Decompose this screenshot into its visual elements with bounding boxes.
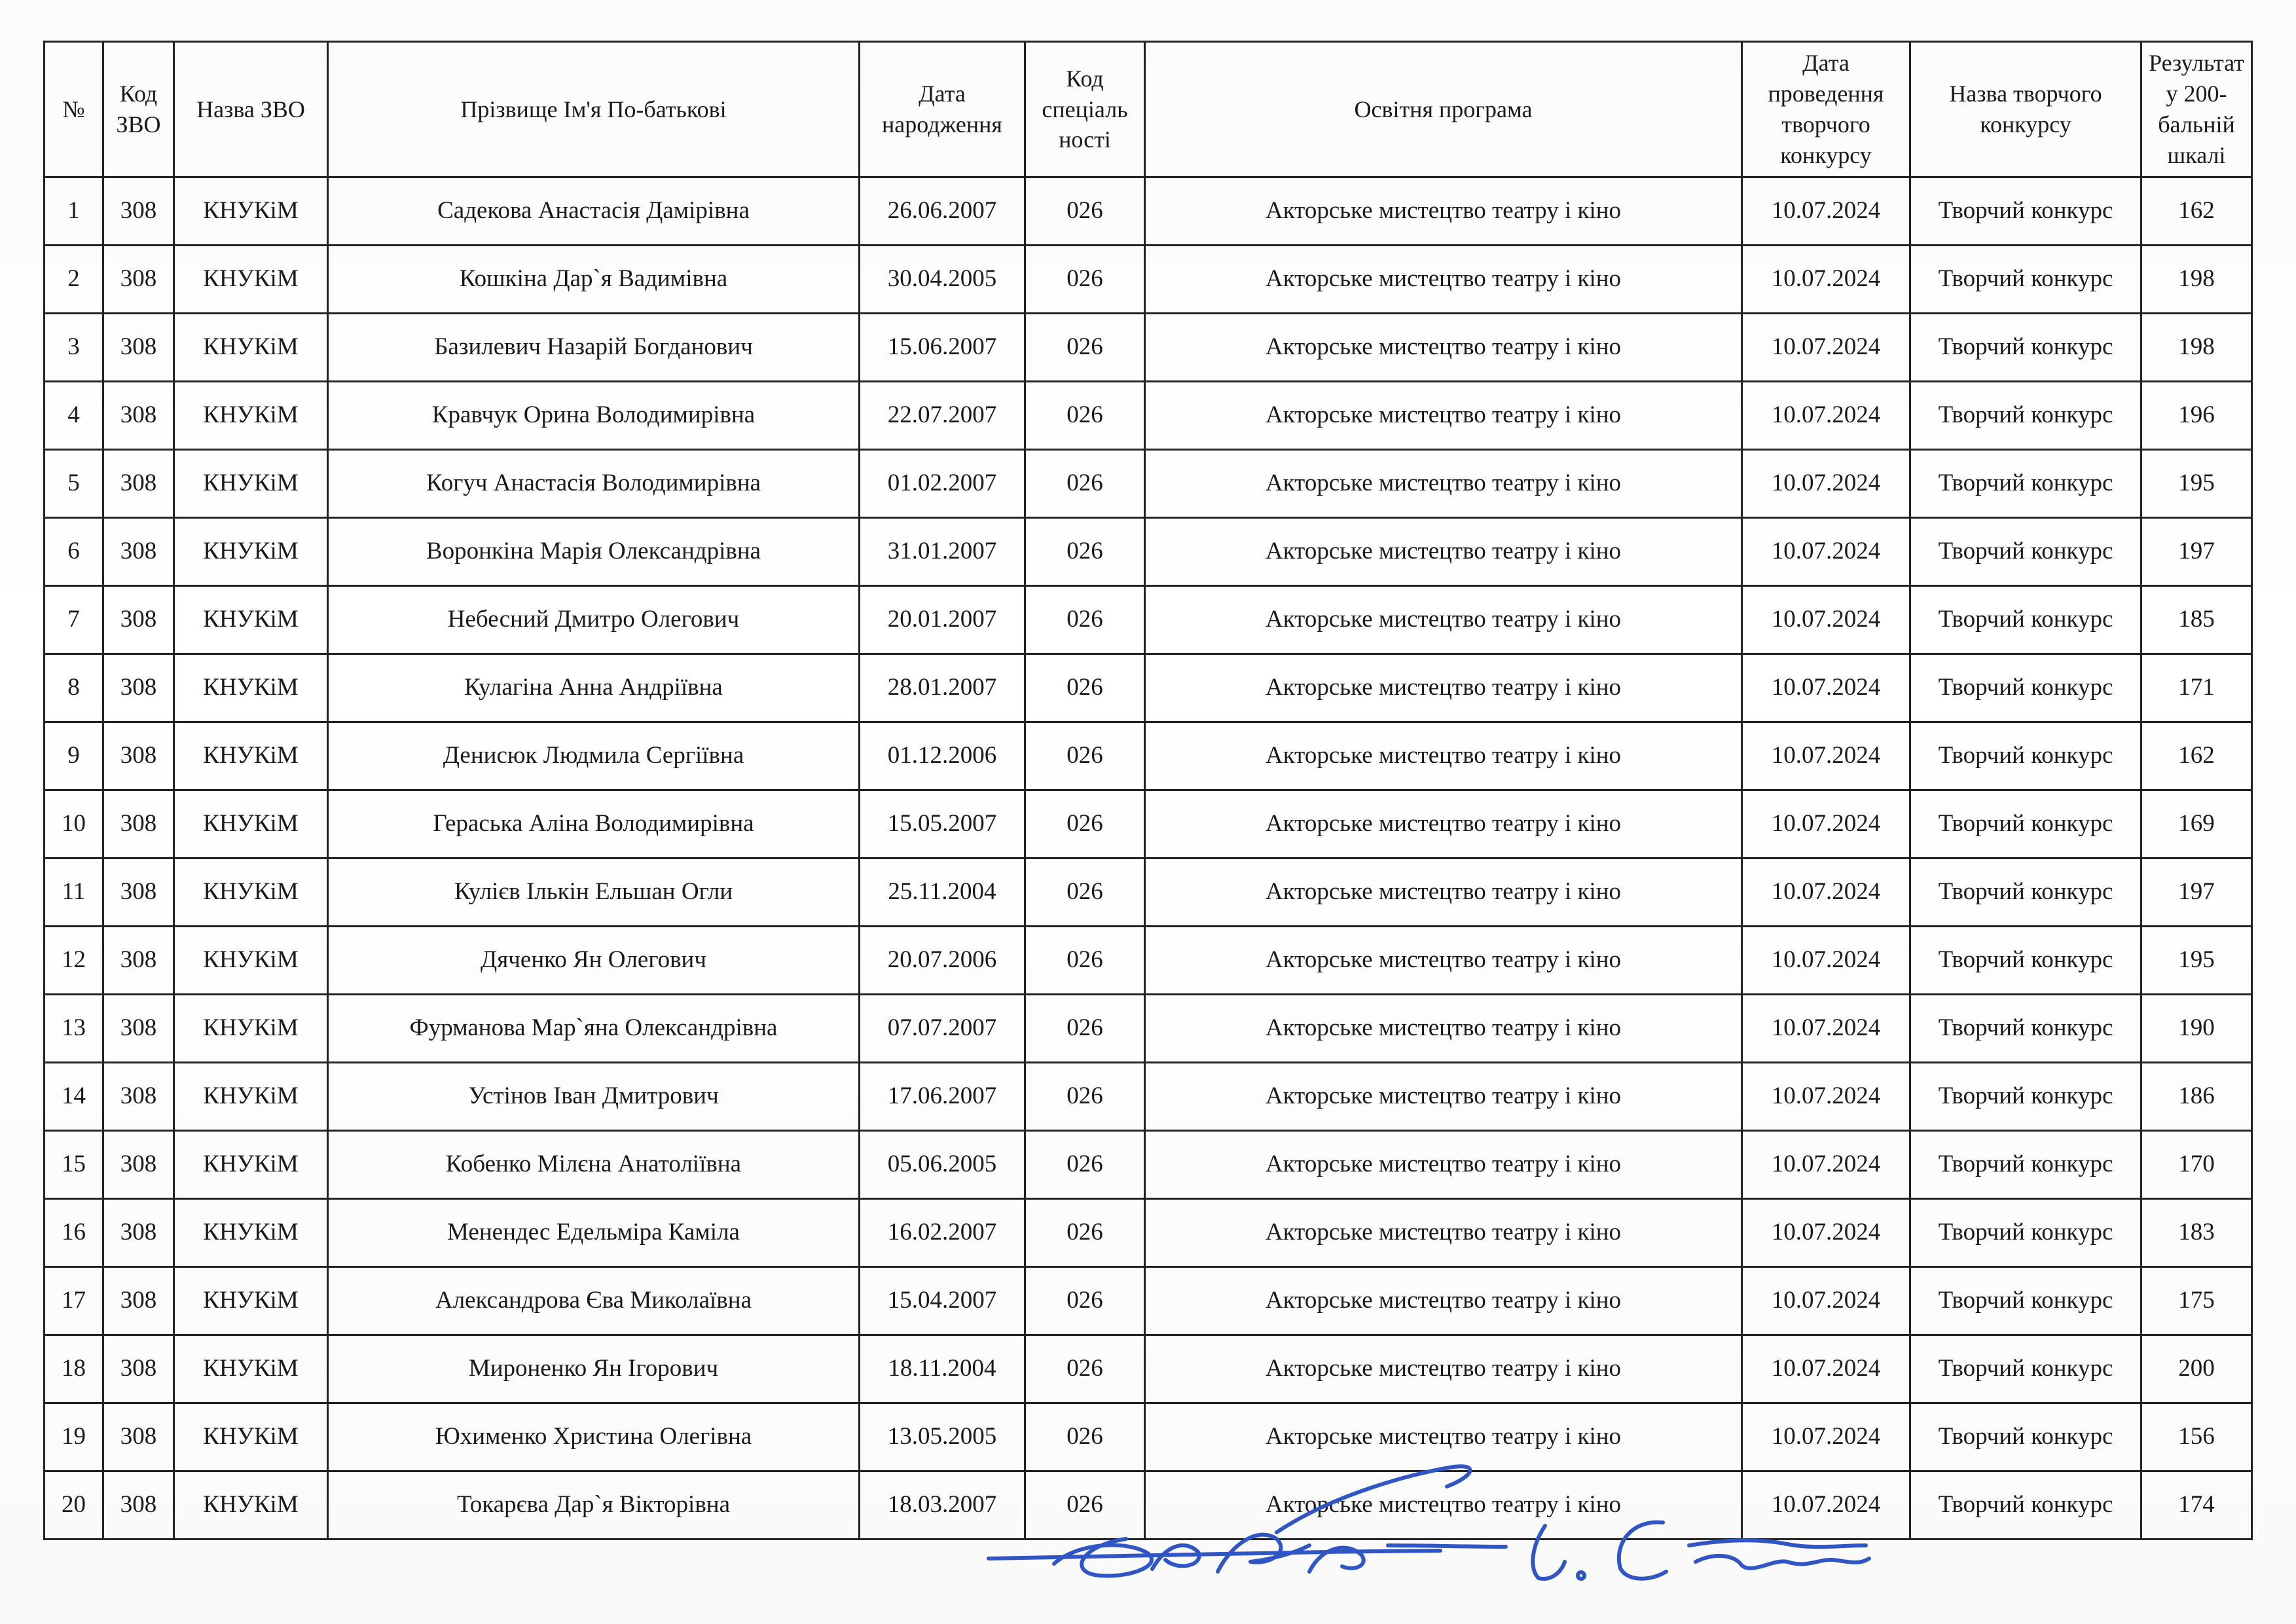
cell-spec-code: 026 (1025, 314, 1145, 382)
cell-contest-name: Творчий конкурс (1910, 518, 2141, 586)
cell-contest-date: 10.07.2024 (1742, 1403, 1910, 1471)
cell-birth-date: 25.11.2004 (860, 858, 1025, 927)
cell-birth-date: 26.06.2007 (860, 177, 1025, 246)
cell-contest-date: 10.07.2024 (1742, 382, 1910, 450)
cell-zvo-code: 308 (103, 518, 174, 586)
cell-full-name: Базилевич Назарій Богданович (328, 314, 860, 382)
cell-result: 174 (2141, 1471, 2252, 1540)
cell-birth-date: 20.07.2006 (860, 927, 1025, 995)
cell-zvo-code: 308 (103, 382, 174, 450)
header-full-name: Прізвище Ім'я По-батькові (328, 42, 860, 177)
cell-contest-date: 10.07.2024 (1742, 450, 1910, 518)
cell-zvo-name: КНУКіМ (174, 586, 328, 654)
cell-full-name: Фурманова Мар`яна Олександрівна (328, 995, 860, 1063)
cell-result: 197 (2141, 518, 2252, 586)
cell-program: Акторське мистецтво театру і кіно (1145, 586, 1742, 654)
cell-birth-date: 20.01.2007 (860, 586, 1025, 654)
cell-contest-date: 10.07.2024 (1742, 1267, 1910, 1335)
cell-zvo-name: КНУКіМ (174, 246, 328, 314)
cell-spec-code: 026 (1025, 995, 1145, 1063)
cell-zvo-code: 308 (103, 177, 174, 246)
cell-result: 162 (2141, 722, 2252, 790)
cell-program: Акторське мистецтво театру і кіно (1145, 1131, 1742, 1199)
cell-zvo-code: 308 (103, 1131, 174, 1199)
cell-contest-name: Творчий конкурс (1910, 1471, 2141, 1540)
cell-zvo-name: КНУКіМ (174, 382, 328, 450)
cell-result: 185 (2141, 586, 2252, 654)
cell-zvo-name: КНУКіМ (174, 722, 328, 790)
cell-zvo-code: 308 (103, 1471, 174, 1540)
cell-full-name: Садекова Анастасія Дамірівна (328, 177, 860, 246)
cell-birth-date: 01.12.2006 (860, 722, 1025, 790)
cell-program: Акторське мистецтво театру і кіно (1145, 1335, 1742, 1403)
cell-full-name: Кулагіна Анна Андріївна (328, 654, 860, 722)
cell-program: Акторське мистецтво театру і кіно (1145, 654, 1742, 722)
cell-contest-date: 10.07.2024 (1742, 995, 1910, 1063)
cell-program: Акторське мистецтво театру і кіно (1145, 382, 1742, 450)
cell-num: 20 (45, 1471, 103, 1540)
cell-full-name: Воронкіна Марія Олександрівна (328, 518, 860, 586)
header-zvo-code: Код ЗВО (103, 42, 174, 177)
cell-num: 10 (45, 790, 103, 858)
cell-contest-name: Творчий конкурс (1910, 722, 2141, 790)
table-row (45, 382, 2252, 450)
cell-spec-code: 026 (1025, 450, 1145, 518)
table-header-row (45, 42, 2252, 177)
cell-num: 12 (45, 927, 103, 995)
cell-num: 17 (45, 1267, 103, 1335)
cell-contest-date: 10.07.2024 (1742, 790, 1910, 858)
cell-full-name: Гераська Аліна Володимирівна (328, 790, 860, 858)
cell-zvo-name: КНУКіМ (174, 790, 328, 858)
cell-full-name: Дяченко Ян Олегович (328, 927, 860, 995)
cell-birth-date: 01.02.2007 (860, 450, 1025, 518)
cell-num: 9 (45, 722, 103, 790)
cell-result: 195 (2141, 927, 2252, 995)
table-row (45, 1267, 2252, 1335)
cell-spec-code: 026 (1025, 1063, 1145, 1131)
cell-zvo-code: 308 (103, 790, 174, 858)
cell-full-name: Кошкіна Дар`я Вадимівна (328, 246, 860, 314)
cell-spec-code: 026 (1025, 790, 1145, 858)
cell-birth-date: 05.06.2005 (860, 1131, 1025, 1199)
cell-result: 190 (2141, 995, 2252, 1063)
table-row (45, 586, 2252, 654)
cell-zvo-name: КНУКіМ (174, 858, 328, 927)
cell-zvo-name: КНУКіМ (174, 1267, 328, 1335)
cell-contest-name: Творчий конкурс (1910, 314, 2141, 382)
cell-zvo-name: КНУКіМ (174, 1335, 328, 1403)
cell-contest-name: Творчий конкурс (1910, 586, 2141, 654)
signature-image (969, 1447, 1938, 1617)
cell-program: Акторське мистецтво театру і кіно (1145, 314, 1742, 382)
cell-num: 16 (45, 1199, 103, 1267)
cell-zvo-code: 308 (103, 1267, 174, 1335)
cell-birth-date: 22.07.2007 (860, 382, 1025, 450)
cell-result: 162 (2141, 177, 2252, 246)
table-row (45, 314, 2252, 382)
table-row (45, 995, 2252, 1063)
cell-birth-date: 28.01.2007 (860, 654, 1025, 722)
cell-zvo-name: КНУКіМ (174, 177, 328, 246)
cell-zvo-code: 308 (103, 858, 174, 927)
cell-full-name: Кулієв Ількін Ельшан Огли (328, 858, 860, 927)
cell-spec-code: 026 (1025, 246, 1145, 314)
cell-birth-date: 17.06.2007 (860, 1063, 1025, 1131)
cell-birth-date: 15.06.2007 (860, 314, 1025, 382)
table-row (45, 246, 2252, 314)
table-row (45, 858, 2252, 927)
cell-num: 11 (45, 858, 103, 927)
cell-full-name: Небесний Дмитро Олегович (328, 586, 860, 654)
cell-result: 170 (2141, 1131, 2252, 1199)
cell-program: Акторське мистецтво театру і кіно (1145, 1063, 1742, 1131)
cell-full-name: Когуч Анастасія Володимирівна (328, 450, 860, 518)
cell-birth-date: 30.04.2005 (860, 246, 1025, 314)
cell-contest-name: Творчий конкурс (1910, 177, 2141, 246)
cell-program: Акторське мистецтво театру і кіно (1145, 1199, 1742, 1267)
cell-zvo-code: 308 (103, 722, 174, 790)
cell-contest-name: Творчий конкурс (1910, 382, 2141, 450)
cell-zvo-name: КНУКіМ (174, 927, 328, 995)
cell-zvo-code: 308 (103, 927, 174, 995)
table-row (45, 927, 2252, 995)
cell-contest-date: 10.07.2024 (1742, 654, 1910, 722)
cell-full-name: Мироненко Ян Ігорович (328, 1335, 860, 1403)
cell-program: Акторське мистецтво театру і кіно (1145, 246, 1742, 314)
cell-full-name: Кравчук Орина Володимирівна (328, 382, 860, 450)
table-row (45, 654, 2252, 722)
cell-result: 169 (2141, 790, 2252, 858)
cell-result: 197 (2141, 858, 2252, 927)
cell-contest-date: 10.07.2024 (1742, 1199, 1910, 1267)
cell-zvo-code: 308 (103, 1335, 174, 1403)
cell-num: 19 (45, 1403, 103, 1471)
cell-spec-code: 026 (1025, 382, 1145, 450)
cell-num: 7 (45, 586, 103, 654)
table-row (45, 790, 2252, 858)
cell-full-name: Токарєва Дар`я Вікторівна (328, 1471, 860, 1540)
cell-contest-name: Творчий конкурс (1910, 1063, 2141, 1131)
cell-result: 195 (2141, 450, 2252, 518)
table-row (45, 177, 2252, 246)
header-contest-date: Дата проведення творчого конкурсу (1742, 42, 1910, 177)
cell-contest-date: 10.07.2024 (1742, 858, 1910, 927)
cell-result: 198 (2141, 246, 2252, 314)
cell-spec-code: 026 (1025, 1267, 1145, 1335)
cell-num: 5 (45, 450, 103, 518)
cell-spec-code: 026 (1025, 927, 1145, 995)
cell-num: 14 (45, 1063, 103, 1131)
cell-birth-date: 16.02.2007 (860, 1199, 1025, 1267)
header-contest-name: Назва творчого конкурсу (1910, 42, 2141, 177)
cell-zvo-code: 308 (103, 586, 174, 654)
cell-program: Акторське мистецтво театру і кіно (1145, 1267, 1742, 1335)
cell-contest-name: Творчий конкурс (1910, 1199, 2141, 1267)
cell-spec-code: 026 (1025, 177, 1145, 246)
cell-contest-name: Творчий конкурс (1910, 790, 2141, 858)
table-row (45, 518, 2252, 586)
cell-zvo-code: 308 (103, 1199, 174, 1267)
cell-num: 3 (45, 314, 103, 382)
cell-spec-code: 026 (1025, 1199, 1145, 1267)
cell-zvo-code: 308 (103, 1063, 174, 1131)
cell-contest-date: 10.07.2024 (1742, 722, 1910, 790)
cell-zvo-name: КНУКіМ (174, 314, 328, 382)
cell-contest-date: 10.07.2024 (1742, 1131, 1910, 1199)
cell-result: 183 (2141, 1199, 2252, 1267)
table-row (45, 1335, 2252, 1403)
cell-num: 1 (45, 177, 103, 246)
cell-spec-code: 026 (1025, 722, 1145, 790)
table-row (45, 722, 2252, 790)
cell-contest-name: Творчий конкурс (1910, 995, 2141, 1063)
cell-program: Акторське мистецтво театру і кіно (1145, 518, 1742, 586)
cell-contest-name: Творчий конкурс (1910, 450, 2141, 518)
cell-zvo-name: КНУКіМ (174, 995, 328, 1063)
cell-spec-code: 026 (1025, 1471, 1145, 1540)
cell-spec-code: 026 (1025, 654, 1145, 722)
cell-program: Акторське мистецтво театру і кіно (1145, 927, 1742, 995)
cell-full-name: Кобенко Мілєна Анатоліївна (328, 1131, 860, 1199)
cell-num: 18 (45, 1335, 103, 1403)
cell-spec-code: 026 (1025, 858, 1145, 927)
cell-zvo-code: 308 (103, 654, 174, 722)
cell-contest-date: 10.07.2024 (1742, 314, 1910, 382)
cell-contest-name: Творчий конкурс (1910, 1131, 2141, 1199)
cell-full-name: Юхименко Христина Олегівна (328, 1403, 860, 1471)
cell-birth-date: 13.05.2005 (860, 1403, 1025, 1471)
cell-result: 196 (2141, 382, 2252, 450)
cell-spec-code: 026 (1025, 1335, 1145, 1403)
cell-birth-date: 31.01.2007 (860, 518, 1025, 586)
cell-contest-date: 10.07.2024 (1742, 246, 1910, 314)
cell-zvo-code: 308 (103, 1403, 174, 1471)
cell-program: Акторське мистецтво театру і кіно (1145, 1403, 1742, 1471)
cell-spec-code: 026 (1025, 1403, 1145, 1471)
cell-contest-date: 10.07.2024 (1742, 927, 1910, 995)
cell-full-name: Менендес Едельміра Каміла (328, 1199, 860, 1267)
cell-birth-date: 18.03.2007 (860, 1471, 1025, 1540)
cell-contest-date: 10.07.2024 (1742, 177, 1910, 246)
cell-contest-date: 10.07.2024 (1742, 1063, 1910, 1131)
cell-zvo-name: КНУКіМ (174, 450, 328, 518)
header-zvo-name: Назва ЗВО (174, 42, 328, 177)
cell-contest-name: Творчий конкурс (1910, 858, 2141, 927)
table-row (45, 1131, 2252, 1199)
cell-zvo-code: 308 (103, 246, 174, 314)
table-row (45, 1063, 2252, 1131)
cell-result: 175 (2141, 1267, 2252, 1335)
cell-contest-name: Творчий конкурс (1910, 1335, 2141, 1403)
cell-contest-date: 10.07.2024 (1742, 1335, 1910, 1403)
cell-num: 4 (45, 382, 103, 450)
cell-result: 198 (2141, 314, 2252, 382)
cell-num: 8 (45, 654, 103, 722)
cell-result: 171 (2141, 654, 2252, 722)
cell-result: 156 (2141, 1403, 2252, 1471)
cell-contest-name: Творчий конкурс (1910, 654, 2141, 722)
cell-contest-name: Творчий конкурс (1910, 1267, 2141, 1335)
cell-birth-date: 15.04.2007 (860, 1267, 1025, 1335)
cell-birth-date: 18.11.2004 (860, 1335, 1025, 1403)
cell-result: 200 (2141, 1335, 2252, 1403)
cell-zvo-code: 308 (103, 995, 174, 1063)
cell-program: Акторське мистецтво театру і кіно (1145, 995, 1742, 1063)
cell-zvo-name: КНУКіМ (174, 518, 328, 586)
cell-full-name: Александрова Єва Миколаївна (328, 1267, 860, 1335)
cell-zvo-name: КНУКіМ (174, 654, 328, 722)
results-table (43, 41, 2253, 1540)
cell-contest-date: 10.07.2024 (1742, 586, 1910, 654)
cell-contest-name: Творчий конкурс (1910, 927, 2141, 995)
cell-spec-code: 026 (1025, 518, 1145, 586)
header-result: Результат у 200-бальній шкалі (2141, 42, 2252, 177)
cell-num: 6 (45, 518, 103, 586)
cell-contest-name: Творчий конкурс (1910, 1403, 2141, 1471)
results-table-container (43, 41, 2251, 1537)
cell-num: 2 (45, 246, 103, 314)
cell-zvo-code: 308 (103, 450, 174, 518)
cell-contest-date: 10.07.2024 (1742, 518, 1910, 586)
cell-zvo-name: КНУКіМ (174, 1063, 328, 1131)
cell-full-name: Устінов Іван Дмитрович (328, 1063, 860, 1131)
cell-num: 13 (45, 995, 103, 1063)
cell-program: Акторське мистецтво театру і кіно (1145, 450, 1742, 518)
header-birth-date: Дата народження (860, 42, 1025, 177)
cell-program: Акторське мистецтво театру і кіно (1145, 790, 1742, 858)
cell-result: 186 (2141, 1063, 2252, 1131)
cell-zvo-name: КНУКіМ (174, 1471, 328, 1540)
cell-spec-code: 026 (1025, 1131, 1145, 1199)
cell-contest-name: Творчий конкурс (1910, 246, 2141, 314)
cell-zvo-name: КНУКіМ (174, 1403, 328, 1471)
table-row (45, 450, 2252, 518)
cell-zvo-name: КНУКіМ (174, 1199, 328, 1267)
cell-spec-code: 026 (1025, 586, 1145, 654)
cell-zvo-code: 308 (103, 314, 174, 382)
cell-program: Акторське мистецтво театру і кіно (1145, 722, 1742, 790)
cell-num: 15 (45, 1131, 103, 1199)
header-num: № (45, 42, 103, 177)
header-program: Освітня програма (1145, 42, 1742, 177)
cell-program: Акторське мистецтво театру і кіно (1145, 177, 1742, 246)
cell-program: Акторське мистецтво театру і кіно (1145, 858, 1742, 927)
cell-zvo-name: КНУКіМ (174, 1131, 328, 1199)
header-spec-code: Код спеціаль ності (1025, 42, 1145, 177)
table-row (45, 1199, 2252, 1267)
cell-birth-date: 15.05.2007 (860, 790, 1025, 858)
cell-full-name: Денисюк Людмила Сергіївна (328, 722, 860, 790)
cell-birth-date: 07.07.2007 (860, 995, 1025, 1063)
table-body (45, 177, 2252, 1540)
cell-program: Акторське мистецтво театру і кіно (1145, 1471, 1742, 1540)
cell-contest-date: 10.07.2024 (1742, 1471, 1910, 1540)
